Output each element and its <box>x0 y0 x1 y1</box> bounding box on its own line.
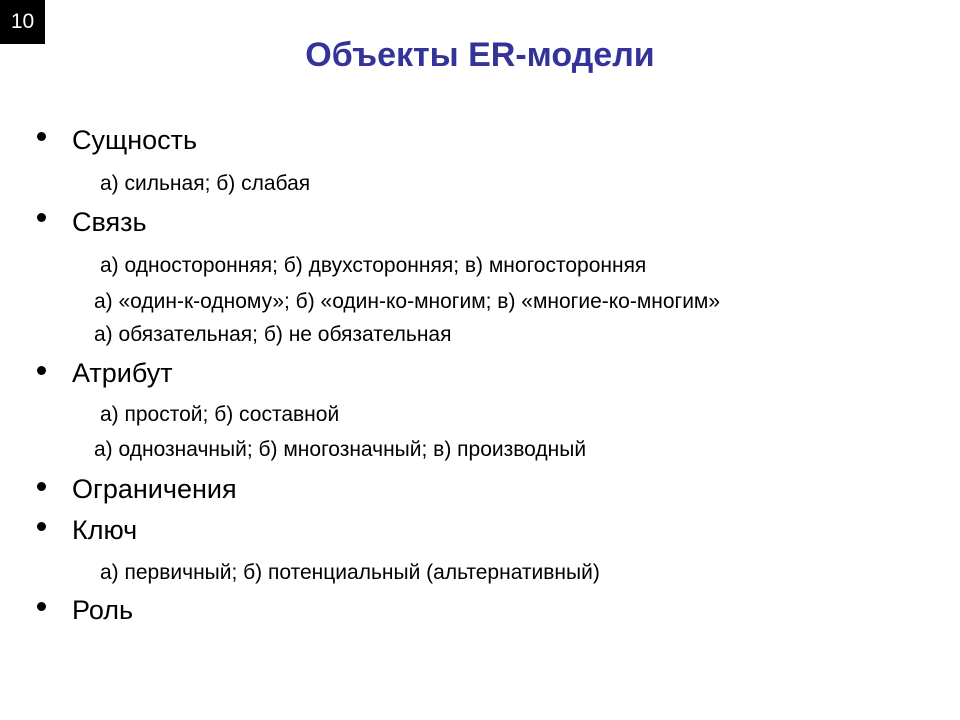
bullet-attribute: Атрибут <box>72 358 173 388</box>
bullet-dot-icon <box>37 132 46 141</box>
sub-relationship-degree: а) односторонняя; б) двухсторонняя; в) многосторонняя <box>100 254 647 277</box>
bullet-dot-icon <box>37 602 46 611</box>
bullet-relationship: Связь <box>72 207 147 237</box>
sub-relationship-participation: а) обязательная; б) не обязательная <box>94 323 452 346</box>
sub-attribute-structure: а) простой; б) составной <box>100 403 340 426</box>
sub-entity-types: а) сильная; б) слабая <box>100 172 311 195</box>
bullet-key: Ключ <box>72 515 138 545</box>
slide-number: 10 <box>0 0 45 44</box>
bullet-dot-icon <box>37 482 46 491</box>
sub-key-types: а) первичный; б) потенциальный (альтернативный) <box>100 561 600 584</box>
bullet-dot-icon <box>37 366 46 375</box>
sub-attribute-values: а) однозначный; б) многозначный; в) производный <box>94 438 587 461</box>
bullet-role: Роль <box>72 595 134 625</box>
bullet-dot-icon <box>37 213 46 222</box>
sub-relationship-cardinality: а) «один-к-одному»; б) «один-ко-многим; в) «многие-ко-многим» <box>94 290 721 313</box>
slide-title: Объекты ER-модели <box>305 36 655 74</box>
bullet-dot-icon <box>37 522 46 531</box>
bullet-constraints: Ограничения <box>72 474 237 504</box>
bullet-entity: Сущность <box>72 125 198 155</box>
